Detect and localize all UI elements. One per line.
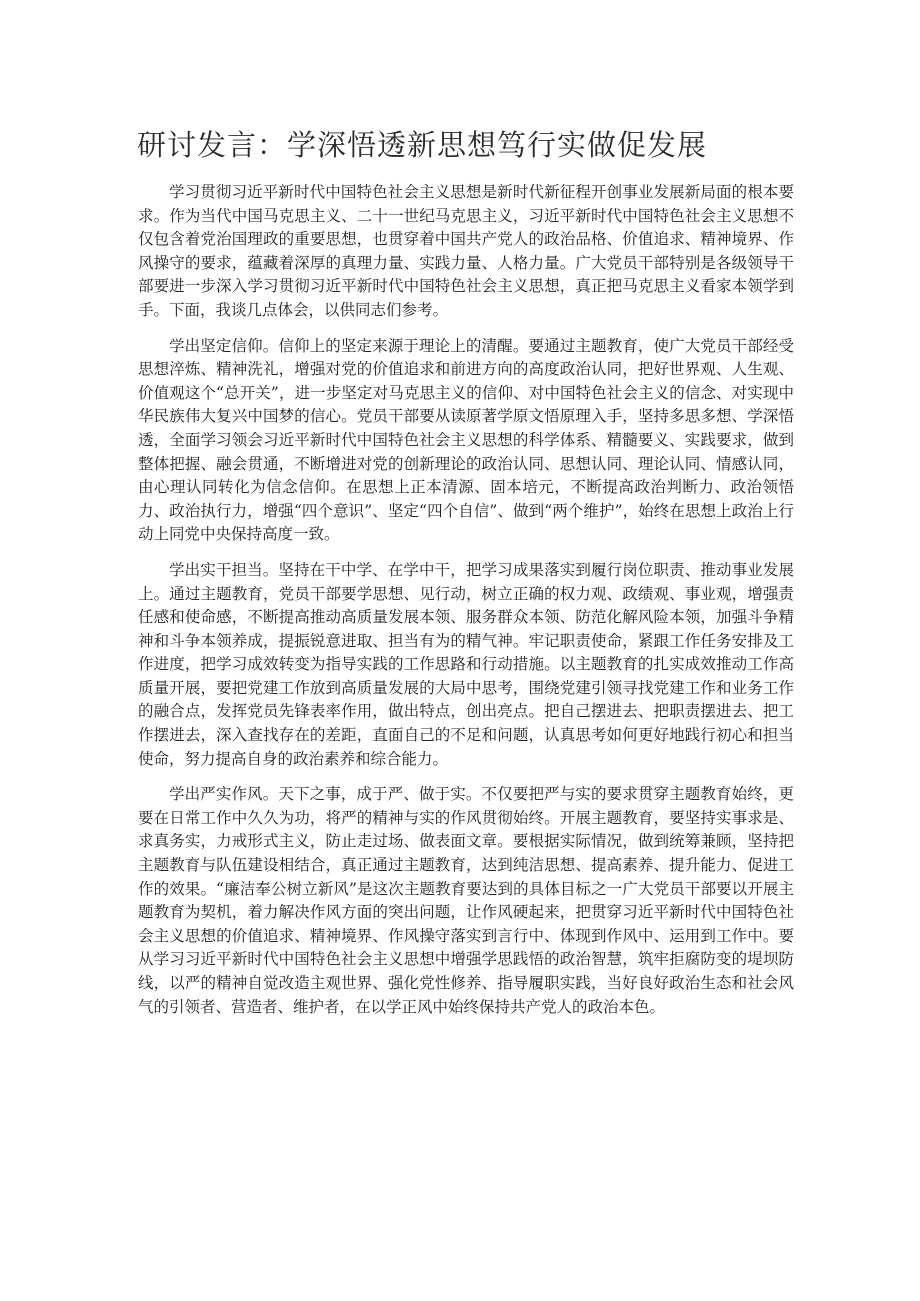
paragraph-practical-responsibility: 学出实干担当。坚持在干中学、在学中干，把学习成果落实到履行岗位职责、推动事业发展上。通过主题教育，党员干部要学思想、见行动，树立正确的权力观、政绩观、事业观，增强责任感和使命感，不断提高推动高质量发展本领、服务群众本领、防范化解风险本领，加强斗争精神和斗争本领养成，提振锐意进取、担当有为的精气神。牢记职责使命，紧跟工作任务安排及工作进度，把学习成效转变为指导实践的工作思路和行动措施。以主题教育的扎实成效推动工作高质量开展，要把党建工作放到高质量发展的大局中思考，围绕党建引领寻找党建工作和业务工作的融合点，发挥党员先锋表率作用，做出特点，创出亮点。把自己摆进去、把职责摆进去、把工作摆进去，深入查找存在的差距，直面自己的不足和问题，认真思考如何更好地践行初心和担当使命，努力提高自身的政治素养和综合能力。 xyxy=(138,560,794,768)
paragraph-strict-style: 学出严实作风。天下之事，成于严、做于实。不仅要把严与实的要求贯穿主题教育始终，更要在日常工作中久久为功，将严的精神与实的作风贯彻始终。开展主题教育，要坚持实事求是、求真务实，力戒形式主义，防止走过场、做表面文章。要根据实际情况，做到统筹兼顾，坚持把主题教育与队伍建设相结合，真正通过主题教育，达到纯洁思想、提高素养、提升能力、促进工作的效果。“廉洁奉公树立新风”是这次主题教育要达到的具体目标之一广大党员干部要以开展主题教育为契机，着力解决作风方面的突出问题，让作风硬起来，把贯穿习近平新时代中国特色社会主义思想的价值追求、精神境界、作风操守落实到言行中、体现到作风中、运用到工作中。要从学习习近平新时代中国特色社会主义思想中增强学思践悟的政治智慧，筑牢拒腐防变的堤坝防线，以严的精神自觉改造主观世界、强化党性修养、指导履职实践，当好良好政治生态和社会风气的引领者、营造者、维护者，在以学正风中始终保持共产党人的政治本色。 xyxy=(138,785,794,1016)
intro-paragraph: 学习贯彻习近平新时代中国特色社会主义思想是新时代新征程开创事业发展新局面的根本要求。作为当代中国马克思主义、二十一世纪马克思主义，习近平新时代中国特色社会主义思想不仅包含着党治国理政的重要思想，也贯穿着中国共产党人的政治品格、价值追求、精神境界、作风操守的要求，蕴藏着深厚的真理力量、实践力量、人格力量。广大党员干部特别是各级领导干部要进一步深入学习贯彻习近平新时代中国特色社会主义思想，真正把马克思主义看家本领学到手。下面，我谈几点体会，以供同志们参考。 xyxy=(138,183,794,319)
paragraph-firm-belief: 学出坚定信仰。信仰上的坚定来源于理论上的清醒。要通过主题教育，使广大党员干部经受思想淬炼、精神洗礼，增强对党的价值追求和前进方向的高度政治认同，把好世界观、人生观、价值观这个“总开关”，进一步坚定对马克思主义的信仰、对中国特色社会主义的信念、对实现中华民族伟大复兴中国梦的信心。党员干部要从读原著学原文悟原理入手，坚持多思多想、学深悟透，全面学习领会习近平新时代中国特色社会主义思想的科学体系、精髓要义、实践要求，做到整体把握、融会贯通，不断增进对党的创新理论的政治认同、思想认同、理论认同、情感认同，由心理认同转化为信念信仰。在思想上正本清源、固本培元，不断提高政治判断力、政治领悟力、政治执行力，增强“四个意识”、坚定“四个自信”、做到“两个维护”，始终在思想上政治上行动上同党中央保持高度一致。 xyxy=(138,336,794,544)
document-title: 研讨发言：学深悟透新思想笃行实做促发展 xyxy=(137,128,708,162)
document-body xyxy=(138,181,794,1031)
